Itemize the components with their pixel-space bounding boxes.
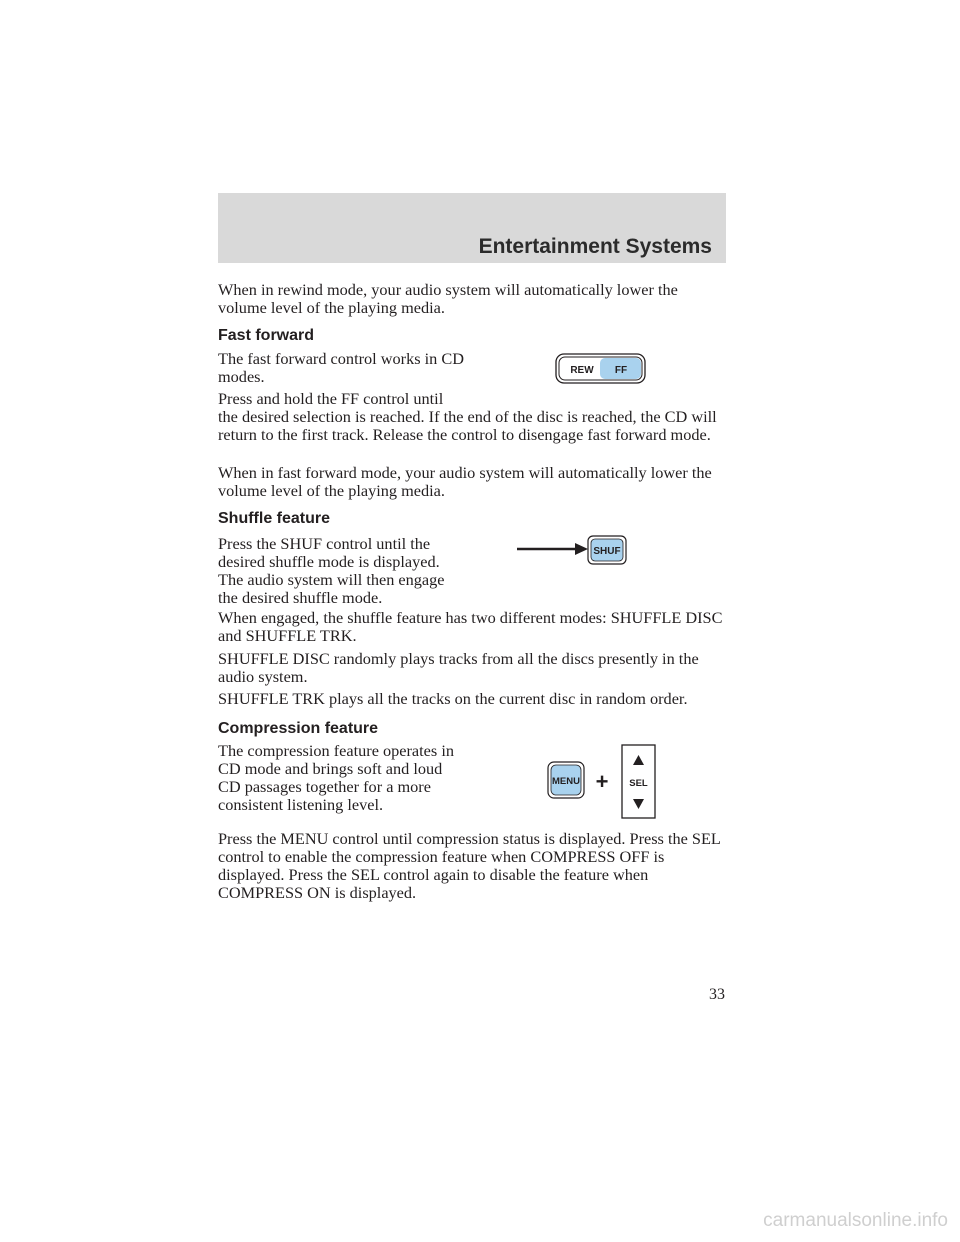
shuffle-paragraph-3: SHUFFLE DISC randomly plays tracks from all the discs presently in the audio system. [218, 649, 699, 686]
shuf-label: SHUF [593, 546, 621, 557]
compression-heading: Compression feature [218, 720, 379, 737]
fast-forward-paragraph-2-rest: the desired selection is reached. If the end of the disc is reached, the CD will return to the first track. Release the control to disengage fast forward mode. [218, 407, 717, 444]
shuffle-paragraph-1: Press the SHUF control until the desired shuffle mode is displayed. The audio system will then engage the desired shuffle mode. [218, 534, 445, 607]
shuf-control-illustration [515, 535, 630, 567]
menu-label: MENU [552, 776, 580, 787]
fast-forward-paragraph-3: When in fast forward mode, your audio system will automatically lower the volume level of the playing media. [218, 463, 712, 500]
arrow-right-icon [575, 543, 588, 555]
compression-paragraph-2: Press the MENU control until compression status is displayed. Press the SEL control to enable the compression feature when COMPRESS OFF is displayed. Press the SEL control again to disable the feature when COMPRESS ON is displayed. [218, 829, 721, 902]
shuffle-paragraph-2: When engaged, the shuffle feature has two different modes: SHUFFLE DISC and SHUFFLE TRK. [218, 608, 723, 645]
shuffle-paragraph-4: SHUFFLE TRK plays all the tracks on the current disc in random order. [218, 689, 688, 708]
menu-sel-control-illustration [545, 743, 660, 821]
page-number: 33 [709, 986, 725, 1003]
compression-paragraph-1: The compression feature operates in CD mode and brings soft and loud CD passages together for a more consistent listening level. [218, 741, 454, 814]
fast-forward-paragraph-1: The fast forward control works in CD modes. [218, 349, 464, 386]
sel-label: SEL [629, 778, 648, 789]
rew-label: REW [570, 365, 594, 376]
intro-paragraph: When in rewind mode, your audio system will automatically lower the volume level of the playing media. [218, 280, 678, 317]
rew-ff-control-illustration [555, 353, 647, 384]
ff-label: FF [614, 365, 628, 376]
shuffle-heading: Shuffle feature [218, 510, 331, 527]
fast-forward-paragraph-2 [218, 390, 726, 444]
section-title: Entertainment Systems [478, 235, 712, 258]
fast-forward-heading: Fast forward [218, 327, 315, 344]
fast-forward-paragraph-2-lead: Press and hold the FF control until [218, 389, 444, 408]
watermark: carmanualsonline.info [763, 1210, 948, 1231]
plus-icon: + [595, 769, 609, 794]
header-band [218, 193, 726, 263]
